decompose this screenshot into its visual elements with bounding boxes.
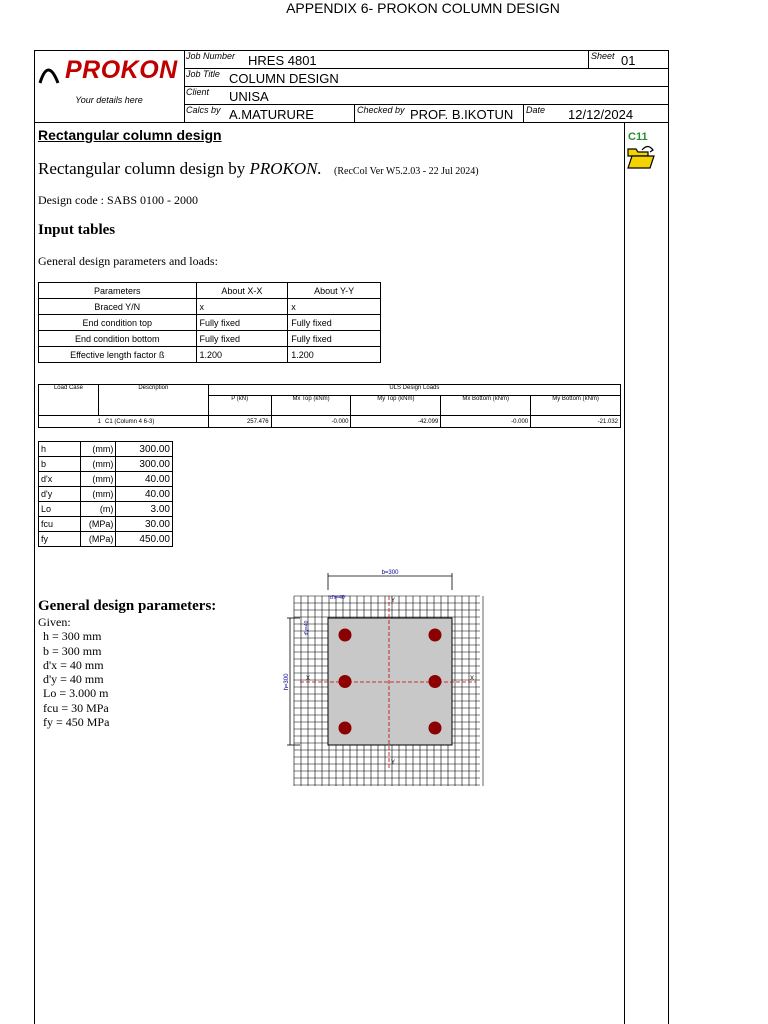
table-cell: b: [39, 457, 81, 472]
dx-dimension-label: d'x=40: [330, 595, 345, 601]
sheet-number: 01: [621, 53, 636, 68]
design-code: Design code : SABS 0100 - 2000: [38, 193, 198, 207]
table-row: [39, 502, 173, 517]
b-dimension-label: b=300: [381, 570, 399, 576]
table-row: [39, 299, 381, 315]
rebar: [429, 675, 442, 688]
given-line: fcu = 30 MPa: [43, 700, 109, 715]
table-cell[interactable]: 450.00: [116, 532, 173, 547]
mx-bottom-header: Mx Bottom (kNm): [441, 395, 531, 415]
table-cell: (m): [80, 502, 116, 517]
x-axis-label: X: [306, 676, 311, 682]
rebar: [429, 722, 442, 735]
calcs-by: A.MATURURE: [229, 107, 314, 122]
section-title: Rectangular column design: [38, 127, 222, 143]
table-header-row: [39, 283, 381, 299]
side-column-line: [624, 122, 625, 1024]
table-cell[interactable]: 300.00: [116, 457, 173, 472]
table-row: [39, 517, 173, 532]
sheet-divider: [588, 50, 589, 68]
table-cell: (MPa): [80, 517, 116, 532]
prokon-logo: [38, 56, 184, 86]
table-row: [39, 457, 173, 472]
input-tables-heading: Input tables: [38, 222, 116, 238]
h-dimension-label: h=300: [284, 673, 290, 691]
loads-table: [38, 384, 621, 428]
case-cell: [39, 416, 209, 428]
folder-icon[interactable]: [626, 144, 656, 170]
checked-by: PROF. B.IKOTUN: [410, 107, 514, 122]
my-top-header: My Top (kNm): [351, 395, 441, 415]
job-title-label: Job Title: [186, 69, 220, 79]
table-cell: fcu: [39, 517, 81, 532]
client: UNISA: [229, 89, 269, 104]
table-cell: 1.200: [288, 347, 381, 363]
table-cell: d'x: [39, 472, 81, 487]
table-cell: -0.000: [271, 416, 351, 428]
table-cell: Lo: [39, 502, 81, 517]
rebar: [339, 675, 352, 688]
table-row: [39, 347, 381, 363]
header-row-line: [184, 68, 669, 69]
table-cell: Fully fixed: [196, 331, 288, 347]
table-cell[interactable]: 3.00: [116, 502, 173, 517]
given-line: Lo = 3.000 m: [43, 686, 109, 701]
date-divider: [523, 104, 524, 122]
given-label: Given:: [38, 615, 71, 629]
rebar: [339, 629, 352, 642]
given-block: [38, 615, 109, 729]
table-cell: (mm): [80, 472, 116, 487]
given-line: d'y = 40 mm: [43, 672, 104, 687]
table-header: About Y-Y: [288, 283, 381, 299]
table-cell: h: [39, 442, 81, 457]
rebar: [339, 722, 352, 735]
your-details: Your details here: [75, 95, 143, 105]
table-row: [39, 416, 621, 428]
intro-title-text: Rectangular column design by: [38, 159, 250, 178]
table-cell: (mm): [80, 442, 116, 457]
table-header: Parameters: [39, 283, 197, 299]
date: 12/12/2024: [568, 107, 634, 122]
header-row-line: [184, 86, 669, 87]
frame-top: [34, 50, 669, 51]
intro-title-brand: PROKON.: [249, 159, 322, 178]
side-code: C11: [628, 131, 648, 143]
frame-left: [34, 50, 35, 1024]
table-cell: Braced Y/N: [39, 299, 197, 315]
table-row: [39, 442, 173, 457]
general-design-heading: General design parameters:: [38, 598, 217, 614]
table-cell: Effective length factor ß: [39, 347, 197, 363]
given-line: h = 300 mm: [43, 629, 102, 644]
general-params-caption: General design parameters and loads:: [38, 254, 218, 268]
given-line: fy = 450 MPa: [43, 715, 110, 730]
table-cell: Fully fixed: [196, 315, 288, 331]
table-cell: x: [196, 299, 288, 315]
table-cell: 257.476: [208, 416, 271, 428]
table-cell[interactable]: 300.00: [116, 442, 173, 457]
table-cell: (mm): [80, 487, 116, 502]
table-cell: x: [288, 299, 381, 315]
table-row: [39, 315, 381, 331]
table-cell: Fully fixed: [288, 331, 381, 347]
header-row-line: [184, 104, 669, 105]
x-axis-label-right: X: [470, 676, 475, 682]
y-axis-label: Y: [391, 598, 396, 604]
mx-top-header: Mx Top (kNm): [271, 395, 351, 415]
table-cell[interactable]: 40.00: [116, 487, 173, 502]
description-header: Description: [98, 385, 208, 416]
table-cell: (mm): [80, 457, 116, 472]
rebar: [429, 629, 442, 642]
column-section-diagram: [280, 568, 500, 788]
table-cell: (MPa): [80, 532, 116, 547]
job-title: COLUMN DESIGN: [229, 71, 339, 86]
checked-divider: [354, 104, 355, 122]
table-header: About X-X: [196, 283, 288, 299]
sheet-label: Sheet: [591, 51, 615, 61]
load-case-number: 1: [97, 418, 101, 425]
table-cell[interactable]: 30.00: [116, 517, 173, 532]
frame-right: [668, 50, 669, 1024]
table-cell: fy: [39, 532, 81, 547]
table-row: [39, 487, 173, 502]
parameter-table: [38, 282, 381, 363]
uls-loads-header: ULS Design Loads: [208, 385, 620, 396]
table-cell[interactable]: 40.00: [116, 472, 173, 487]
table-cell: End condition top: [39, 315, 197, 331]
my-bottom-header: My Bottom (kNm): [531, 395, 621, 415]
p-header: P (kN): [208, 395, 271, 415]
logo-arc-icon: [38, 61, 62, 85]
given-line: d'x = 40 mm: [43, 657, 104, 672]
table-cell: -42.099: [351, 416, 441, 428]
loads-group-header-row: [39, 385, 621, 396]
table-row: [39, 472, 173, 487]
calcs-by-label: Calcs by: [186, 105, 221, 115]
logo-text: PROKON: [65, 56, 178, 84]
load-case-description: C1 (Column 4 6-3): [105, 418, 155, 425]
job-number-label: Job Number: [186, 51, 236, 61]
table-row: [39, 532, 173, 547]
version-text: (RecCol Ver W5.2.03 - 22 Jul 2024): [334, 166, 479, 177]
job-number: HRES 4801: [248, 53, 317, 68]
header-bottom: [34, 122, 669, 123]
table-cell: -0.000: [441, 416, 531, 428]
dy-dimension-label: d'y=40: [304, 620, 310, 636]
table-cell: End condition bottom: [39, 331, 197, 347]
y-axis-label-bottom: Y: [391, 760, 396, 766]
input-table: [38, 441, 173, 547]
table-row: [39, 331, 381, 347]
table-cell: d'y: [39, 487, 81, 502]
table-cell: -21.032: [531, 416, 621, 428]
checked-by-label: Checked by: [357, 105, 405, 115]
table-cell: 1.200: [196, 347, 288, 363]
table-cell: Fully fixed: [288, 315, 381, 331]
appendix-title: APPENDIX 6- PROKON COLUMN DESIGN: [286, 0, 560, 16]
given-line: b = 300 mm: [43, 643, 102, 658]
client-label: Client: [186, 87, 210, 97]
load-case-header: Load Case: [39, 385, 99, 416]
date-label: Date: [526, 105, 546, 115]
intro-title: [38, 159, 479, 179]
